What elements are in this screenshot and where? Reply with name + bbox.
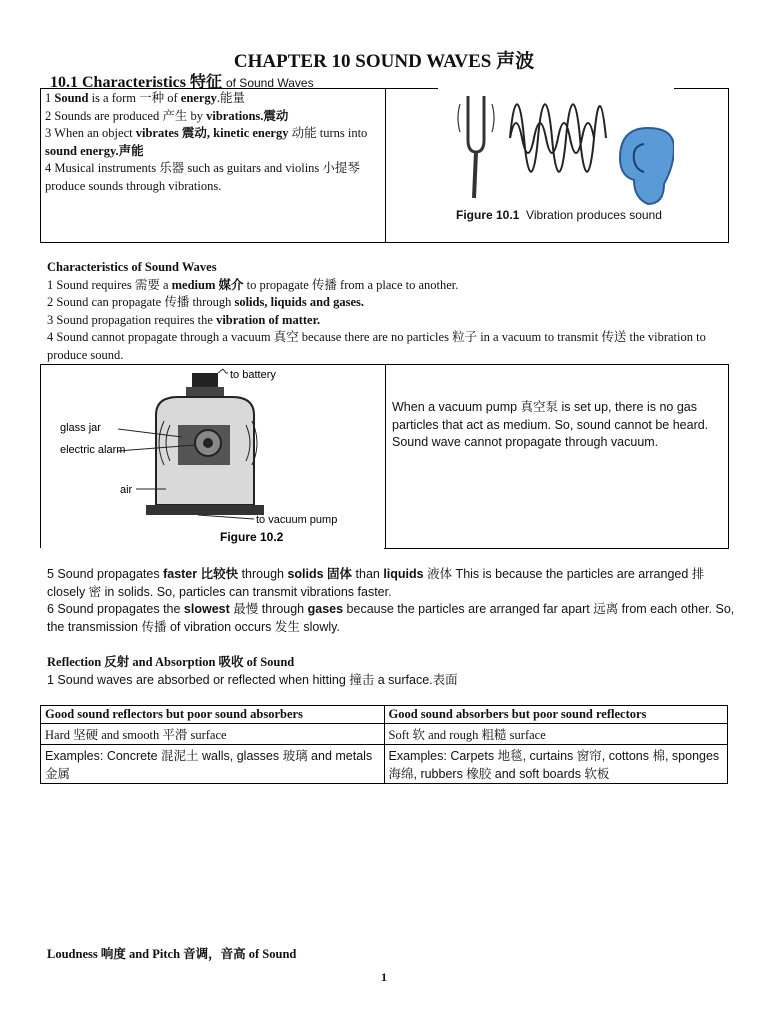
figure1-caption xyxy=(456,207,666,223)
bold-term: medium 媒介 xyxy=(171,277,244,292)
label-pump: to vacuum pump xyxy=(256,514,338,526)
reflection-section xyxy=(47,654,737,689)
bell-jar-diagram xyxy=(58,365,368,545)
propagation-section xyxy=(47,566,737,636)
reflection-table xyxy=(40,705,728,784)
table-cell: Examples: Concrete 混泥土 walls, glasses 玻璃 and metals 金属 xyxy=(41,745,385,784)
table-row xyxy=(41,745,728,784)
bold-term: solids, liquids and gases. xyxy=(234,295,365,309)
tuning-fork-icon xyxy=(468,96,484,198)
bold-term: energy xyxy=(180,91,217,105)
table-row xyxy=(41,724,728,745)
characteristics-heading: Characteristics of Sound Waves xyxy=(47,260,217,274)
intro-point: 3 When an object vibrates 震动, kinetic energy 动能 turns into sound energy.声能 xyxy=(45,126,368,158)
intro-point: 1 Sound is a form 一种 of energy.能量 xyxy=(45,91,246,105)
characteristic-point: 4 Sound cannot propagate through a vacuum 真空 because there are no particles 粒子 in a vacuum to transmit 传送 the vibration to produce sound. xyxy=(47,330,706,362)
bold-term: solids 固体 xyxy=(287,567,353,581)
page-number: 1 xyxy=(381,970,387,984)
section-title: 10.1 Characteristics 特征 xyxy=(50,74,226,91)
intro-point: 4 Musical instruments 乐器 such as guitars and violins 小提琴 produce sounds through vibrations. xyxy=(45,161,360,193)
bold-term: vibrates 震动, kinetic energy xyxy=(135,126,289,140)
figure1-illustration xyxy=(438,88,674,208)
table-cell: Examples: Carpets 地毯, curtains 窗帘, cottons 棉, sponges 海绵, rubbers 橡胶 and soft boards 软板 xyxy=(384,745,728,784)
bold-term: 震动 xyxy=(263,108,289,123)
vibration-lines-icon xyxy=(458,104,494,132)
table-header-row xyxy=(41,706,728,724)
figure2-label: Figure 10.2 xyxy=(220,530,284,544)
table-cell: Hard 坚硬 and smooth 平滑 surface xyxy=(41,724,385,745)
bold-term: slowest xyxy=(183,602,230,616)
propagation-point: 5 Sound propagates faster 比较快 through solids 固体 than liquids 液体 This is because the particles are arranged 排 closely 密 in solids. So, particles can transmit vibrations faster. xyxy=(47,567,705,599)
label-alarm: electric alarm xyxy=(60,444,126,456)
section-title-suffix: of Sound Waves xyxy=(225,76,314,90)
reflection-heading: Reflection 反射 and Absorption 吸收 of Sound xyxy=(47,655,295,669)
figure1-image xyxy=(438,88,674,208)
bold-term: gases xyxy=(307,602,344,616)
characteristic-point: 2 Sound can propagate 传播 through solids, liquids and gases. xyxy=(47,295,365,309)
ear-icon xyxy=(620,128,674,204)
table-cell: Soft 软 and rough 粗糙 surface xyxy=(384,724,728,745)
loudness-heading: Loudness 响度 and Pitch 音调，音高 of Sound xyxy=(47,947,297,961)
label-battery: to battery xyxy=(230,369,276,381)
table-header: Good sound absorbers but poor sound reflectors xyxy=(384,706,728,724)
reflection-point: 1 Sound waves are absorbed or reflected when hitting 撞击 a surface.表面 xyxy=(47,672,458,687)
figure2-explanation-box xyxy=(384,364,729,549)
characteristics-section xyxy=(47,259,737,364)
characteristic-point: 3 Sound propagation requires the vibration of matter. xyxy=(47,312,321,327)
intro-point: 2 Sounds are produced 产生 by vibrations.震动 xyxy=(45,108,289,123)
label-air: air xyxy=(120,484,133,496)
bold-term: Sound xyxy=(54,91,89,105)
figure2-image xyxy=(58,365,368,545)
bold-term: faster 比较快 xyxy=(163,567,239,581)
characteristic-point: 1 Sound requires 需要 a medium 媒介 to propagate 传播 from a place to another. xyxy=(47,277,459,292)
bold-term: vibration of matter. xyxy=(216,312,321,327)
bold-term: sound energy.声能 xyxy=(45,143,144,158)
bold-term: vibrations. xyxy=(206,108,264,123)
propagation-point: 6 Sound propagates the slowest 最慢 through gases because the particles are arranged far apart 远离 from each other. So, the transmission 传播 of vibration occurs 发生 slowly. xyxy=(47,602,735,634)
page-title: CHAPTER 10 SOUND WAVES 声波 xyxy=(233,51,535,72)
figure2-explanation: When a vacuum pump 真空泵 is set up, there is no gas particles that act as medium. So, sound cannot be heard. Sound wave cannot propagate through vacuum. xyxy=(392,400,709,449)
figure1-label: Figure 10.1 xyxy=(456,208,520,222)
intro-points xyxy=(45,90,381,195)
label-glass-jar: glass jar xyxy=(60,422,101,434)
figure1-caption-text: Vibration produces sound xyxy=(526,208,662,222)
table-header: Good sound reflectors but poor sound absorbers xyxy=(41,706,385,724)
bold-term: liquids xyxy=(383,567,424,581)
